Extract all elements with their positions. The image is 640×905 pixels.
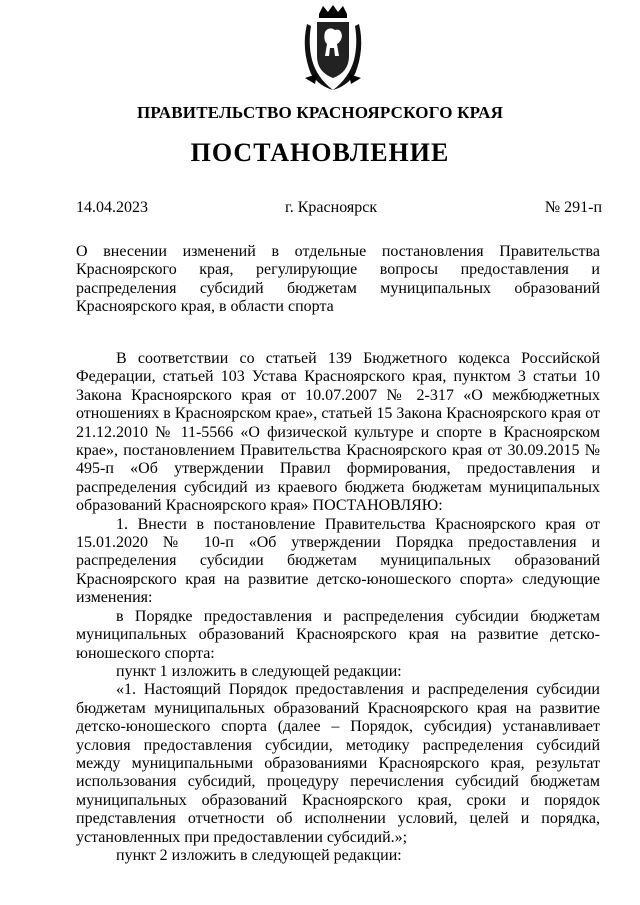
government-title: ПРАВИТЕЛЬСТВО КРАСНОЯРСКОГО КРАЯ	[136, 103, 504, 122]
document-type-title: ПОСТАНОВЛЕНИЕ	[190, 138, 450, 167]
body-paragraph: пункт 2 изложить в следующей редакции:	[116, 846, 402, 864]
document-city: г. Красноярск	[285, 199, 378, 216]
body-paragraph: «1. Настоящий Порядок предоставления и распределения субсидии бюджетам муниципальных образований Красноярского края на развитие детско-юношеского спорта (далее – Порядок, субсидия) устанавливает условия предоставления субсидии, методику распределения субсидий между муниципальными образованиями Красноярского края, результат использования субсидий, процедуру перечисления субсидий бюджетам муниципальных образований Красноярского края, сроки и порядок представления отчетности об исполнении условий, целей и порядка, установленных при предоставлении субсидий.»;	[76, 681, 600, 846]
document-subject: О внесении изменений в отдельные постановления Правительства Красноярского края, регулирующие вопросы предоставления и распределения субсидий бюджетам муниципальных образований Красноярского края, в области спорта	[76, 243, 600, 316]
document-number: № 291-п	[544, 199, 602, 216]
body-paragraph: В соответствии со статьей 139 Бюджетного кодекса Российской Федерации, статьей 103 Устава Красноярского края, пунктом 3 статьи 10 Закона Красноярского края от 10.07.2007 № 2-317 «О межбюджетных отношениях в Красноярском крае», статьей 15 Закона Красноярского края от 21.12.2010 № 11-5566 «О физической культуре и спорте в Красноярском крае», постановлением Правительства Красноярского края от 30.09.2015 № 495-п «Об утверждении Правил формирования, предоставления и распределения субсидий из краевого бюджета бюджетам муниципальных образований Красноярского края» ПОСТАНОВЛЯЮ:	[76, 350, 600, 515]
document-body	[76, 350, 600, 865]
coat-of-arms-icon	[297, 4, 369, 92]
document-date: 14.04.2023	[76, 199, 148, 216]
body-paragraph: пункт 1 изложить в следующей редакции:	[116, 662, 402, 680]
body-paragraph: 1. Внести в постановление Правительства Красноярского края от 15.01.2020 № 10-п «Об утверждении Порядка предоставления и распределения субсидии бюджетам муниципальных образований Красноярского края на развитие детско-юношеского спорта» следующие изменения:	[76, 515, 600, 607]
body-paragraph: в Порядке предоставления и распределения субсидии бюджетам муниципальных образований Красноярского края на развитие детско-юношеского спорта:	[76, 607, 600, 662]
